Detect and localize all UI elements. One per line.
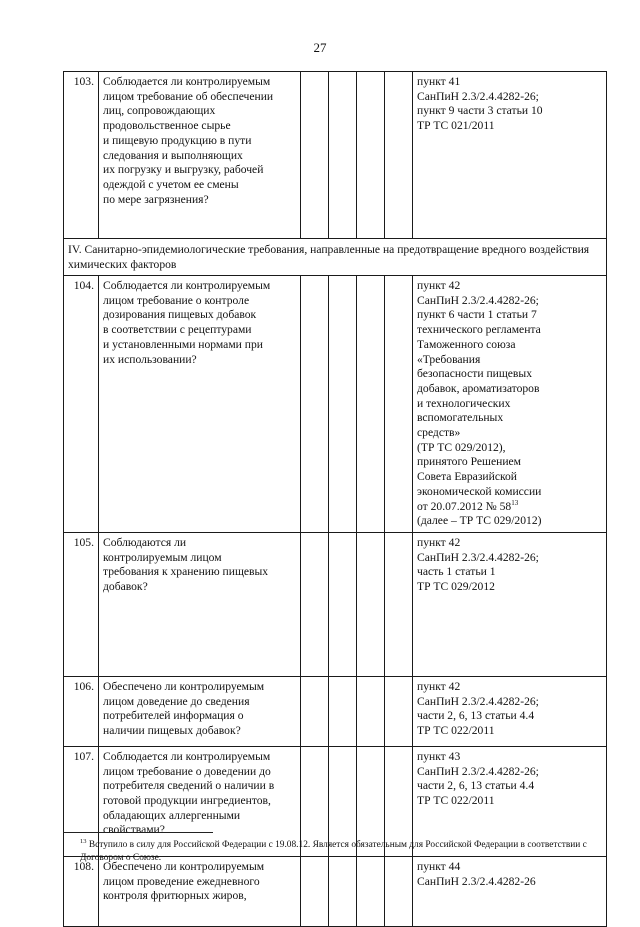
answer-cell[interactable] bbox=[329, 72, 357, 239]
question-line: контролируемым лицом bbox=[103, 550, 222, 564]
question-line: продовольственное сырье bbox=[103, 119, 231, 133]
item-number: 103. bbox=[64, 72, 99, 239]
answer-cell[interactable] bbox=[385, 532, 413, 676]
reference-text: СанПиН 2.3/2.4.4282-26 bbox=[417, 874, 536, 888]
footnote-divider bbox=[63, 832, 213, 833]
table-row bbox=[64, 676, 607, 746]
answer-cell[interactable] bbox=[357, 856, 385, 926]
reference-line bbox=[417, 580, 602, 595]
question-line: следования и выполняющих bbox=[103, 148, 243, 162]
section-heading: IV. Санитарно-эпидемиологические требования, направленные на предотвращение вредного воздействия химических факторов bbox=[64, 239, 607, 276]
reference-line bbox=[417, 724, 602, 739]
question-line: добавок? bbox=[103, 580, 148, 594]
question-line: обладающих аллергенными bbox=[103, 808, 241, 822]
reference-text: пункт 44 bbox=[417, 859, 461, 873]
question-line: их использовании? bbox=[103, 352, 197, 366]
reference-text: часть 1 статьи 1 bbox=[417, 565, 496, 579]
question-line: лицом требование об обеспечении bbox=[103, 89, 274, 103]
question-line: свойствами? bbox=[103, 823, 165, 837]
answer-cell[interactable] bbox=[385, 856, 413, 926]
reference-line bbox=[417, 695, 602, 710]
answer-cell[interactable] bbox=[301, 532, 329, 676]
reference-line bbox=[417, 500, 602, 515]
reference-line bbox=[417, 565, 602, 580]
question-line: одеждой с учетом ее смены bbox=[103, 177, 239, 191]
reference-text: пункт 42 bbox=[417, 535, 461, 549]
reference-text: СанПиН 2.3/2.4.4282-26; bbox=[417, 293, 539, 307]
reference-text: СанПиН 2.3/2.4.4282-26; bbox=[417, 89, 539, 103]
reference-text: пункт 6 части 1 статьи 7 bbox=[417, 308, 537, 322]
reference-line bbox=[417, 367, 602, 382]
requirement-question bbox=[99, 676, 301, 746]
reference-line bbox=[417, 680, 602, 695]
reference-line bbox=[417, 411, 602, 426]
answer-cell[interactable] bbox=[329, 532, 357, 676]
item-number: 107. bbox=[64, 746, 99, 856]
requirement-question bbox=[99, 276, 301, 533]
reference-line bbox=[417, 485, 602, 500]
section-row bbox=[64, 239, 607, 276]
reference-line bbox=[417, 765, 602, 780]
question-line: потребителя сведений о наличии в bbox=[103, 779, 275, 793]
question-line: Соблюдается ли контролируемым bbox=[103, 749, 271, 763]
answer-cell[interactable] bbox=[357, 532, 385, 676]
reference-line bbox=[417, 750, 602, 765]
requirements-table bbox=[63, 71, 607, 927]
reference-line bbox=[417, 119, 602, 134]
reference-text: принятого Решением bbox=[417, 455, 522, 469]
footnote-text: Вступило в силу для Российской Федерации с 19.08.12. Является обязательным для Российской Федерации в соответствии с Договором о Союзе. bbox=[80, 840, 587, 863]
page-number: 27 bbox=[313, 40, 327, 55]
reference-line bbox=[417, 551, 602, 566]
reference-line bbox=[417, 794, 602, 809]
footnote-mark: 13 bbox=[80, 837, 87, 845]
reference-line bbox=[417, 441, 602, 456]
question-line: по мере загрязнения? bbox=[103, 192, 209, 206]
reference-line bbox=[417, 397, 602, 412]
footnote-reference-mark[interactable]: 13 bbox=[511, 498, 519, 507]
table-row bbox=[64, 72, 607, 239]
answer-cell[interactable] bbox=[357, 676, 385, 746]
question-line: лицом проведение ежедневного bbox=[103, 874, 260, 888]
reference-text: Таможенного союза bbox=[417, 337, 516, 351]
question-line: в соответствии с рецептурами bbox=[103, 323, 252, 337]
question-line: Обеспечено ли контролируемым bbox=[103, 679, 265, 693]
reference-text: части 2, 6, 13 статьи 4.4 bbox=[417, 779, 535, 793]
answer-cell[interactable] bbox=[301, 856, 329, 926]
legal-reference bbox=[413, 532, 607, 676]
reference-line bbox=[417, 75, 602, 90]
legal-reference bbox=[413, 72, 607, 239]
item-number: 108. bbox=[64, 856, 99, 926]
reference-text: пункт 41 bbox=[417, 75, 461, 88]
reference-text: СанПиН 2.3/2.4.4282-26; bbox=[417, 694, 539, 708]
question-line: лицом доведение до сведения bbox=[103, 694, 250, 708]
reference-line bbox=[417, 90, 602, 105]
item-number: 105. bbox=[64, 532, 99, 676]
reference-text: от 20.07.2012 № 58 bbox=[417, 499, 512, 513]
table-row bbox=[64, 276, 607, 533]
requirement-question bbox=[99, 532, 301, 676]
question-line: и пищевую продукцию в пути bbox=[103, 133, 252, 147]
question-line: Соблюдается ли контролируемым bbox=[103, 279, 271, 292]
item-number: 104. bbox=[64, 276, 99, 533]
reference-text: (далее – ТР ТС 029/2012) bbox=[417, 514, 542, 528]
reference-line bbox=[417, 104, 602, 119]
reference-line bbox=[417, 470, 602, 485]
question-line: Обеспечено ли контролируемым bbox=[103, 859, 265, 873]
question-line: контроля фритюрных жиров, bbox=[103, 889, 247, 903]
reference-line bbox=[417, 514, 602, 529]
item-number: 106. bbox=[64, 676, 99, 746]
reference-text: пункт 9 части 3 статьи 10 bbox=[417, 104, 543, 118]
reference-text: экономической комиссии bbox=[417, 484, 542, 498]
answer-cell[interactable] bbox=[385, 72, 413, 239]
question-line: их погрузку и выгрузку, рабочей bbox=[103, 163, 264, 177]
answer-cell[interactable] bbox=[329, 856, 357, 926]
reference-line bbox=[417, 353, 602, 368]
reference-line bbox=[417, 338, 602, 353]
reference-text: добавок, ароматизаторов bbox=[417, 381, 540, 395]
reference-line bbox=[417, 779, 602, 794]
reference-line bbox=[417, 279, 602, 294]
question-line: лицом требование о контроле bbox=[103, 293, 250, 307]
reference-text: Совета Евразийской bbox=[417, 470, 518, 484]
reference-line bbox=[417, 308, 602, 323]
reference-line bbox=[417, 709, 602, 724]
answer-cell[interactable] bbox=[301, 676, 329, 746]
reference-text: средств» bbox=[417, 426, 461, 440]
reference-line bbox=[417, 875, 602, 890]
reference-text: и технологических bbox=[417, 396, 511, 410]
footnote bbox=[80, 839, 606, 865]
reference-text: части 2, 6, 13 статьи 4.4 bbox=[417, 709, 535, 723]
reference-text: безопасности пищевых bbox=[417, 367, 532, 381]
legal-reference bbox=[413, 276, 607, 533]
reference-line bbox=[417, 426, 602, 441]
reference-line bbox=[417, 536, 602, 551]
table-row bbox=[64, 532, 607, 676]
answer-cell[interactable] bbox=[329, 276, 357, 533]
reference-text: пункт 42 bbox=[417, 279, 461, 292]
question-line: готовой продукции ингредиентов, bbox=[103, 794, 271, 808]
reference-text: технического регламента bbox=[417, 323, 541, 337]
reference-text: СанПиН 2.3/2.4.4282-26; bbox=[417, 764, 539, 778]
legal-reference bbox=[413, 676, 607, 746]
question-line: Соблюдаются ли bbox=[103, 535, 187, 549]
question-line: дозирования пищевых добавок bbox=[103, 308, 257, 322]
table-row bbox=[64, 856, 607, 926]
reference-text: «Требования bbox=[417, 352, 481, 366]
requirement-question bbox=[99, 856, 301, 926]
question-line: лицом требование о доведении до bbox=[103, 764, 271, 778]
question-line: потребителей информация о bbox=[103, 709, 244, 723]
reference-text: пункт 43 bbox=[417, 749, 461, 763]
reference-text: ТР ТС 022/2011 bbox=[417, 794, 495, 808]
answer-cell[interactable] bbox=[301, 72, 329, 239]
reference-line bbox=[417, 455, 602, 470]
legal-reference bbox=[413, 856, 607, 926]
reference-line bbox=[417, 323, 602, 338]
question-line: лиц, сопровождающих bbox=[103, 104, 216, 118]
reference-line bbox=[417, 382, 602, 397]
reference-text: (ТР ТС 029/2012), bbox=[417, 440, 506, 454]
reference-text: пункт 42 bbox=[417, 679, 461, 693]
question-line: наличии пищевых добавок? bbox=[103, 724, 241, 738]
question-line: требования к хранению пищевых bbox=[103, 565, 269, 579]
answer-cell[interactable] bbox=[329, 676, 357, 746]
reference-line bbox=[417, 294, 602, 309]
answer-cell[interactable] bbox=[357, 72, 385, 239]
reference-text: СанПиН 2.3/2.4.4282-26; bbox=[417, 550, 539, 564]
answer-cell[interactable] bbox=[385, 676, 413, 746]
answer-cell[interactable] bbox=[301, 276, 329, 533]
requirement-question bbox=[99, 72, 301, 239]
reference-text: вспомогательных bbox=[417, 411, 504, 425]
answer-cell[interactable] bbox=[357, 276, 385, 533]
reference-text: ТР ТС 029/2012 bbox=[417, 580, 495, 594]
reference-text: ТР ТС 022/2011 bbox=[417, 724, 495, 738]
answer-cell[interactable] bbox=[385, 276, 413, 533]
question-line: и установленными нормами при bbox=[103, 337, 263, 351]
question-line: Соблюдается ли контролируемым bbox=[103, 75, 271, 88]
reference-text: ТР ТС 021/2011 bbox=[417, 119, 495, 133]
